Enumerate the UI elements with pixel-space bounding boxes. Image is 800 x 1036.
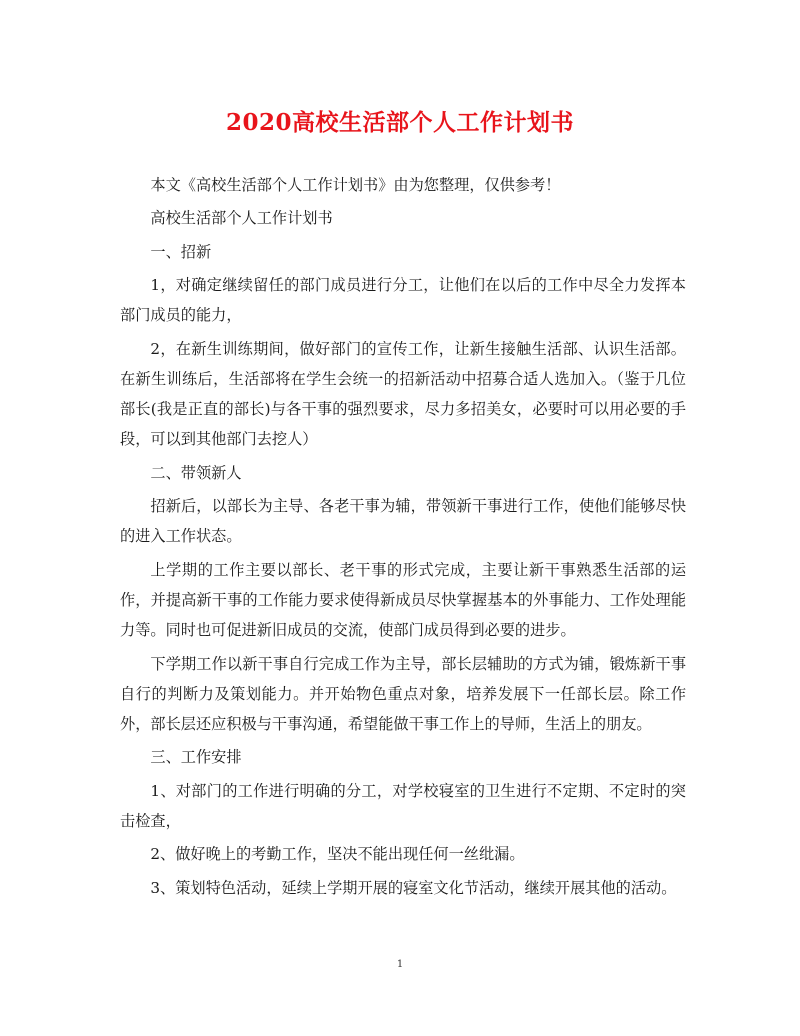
section-heading-lead: 二、带领新人 [150, 463, 242, 482]
paragraph-lead-3: 下学期工作以新干事自行完成工作为主导，部长层辅助的方式为铺，锻炼新干事自行的判断力及策划能力。并开始物色重点对象，培养发展下一任部长层。除工作外，部长层还应积极与干事沟通，希望能做干事工作上的导师，生活上的朋友。 [120, 654, 686, 733]
paragraph-intro: 本文《高校生活部个人工作计划书》由为您整理，仅供参考！ [150, 176, 561, 194]
page-number: 1 [396, 959, 404, 970]
paragraph-subtitle: 高校生活部个人工作计划书 [150, 209, 333, 228]
paragraph-recruit-2: 2，在新生训练期间，做好部门的宣传工作，让新生接触生活部、认识生活部。在新生训练后，生活部将在学生会统一的招新活动中招募合适人选加入。（鉴于几位部长(我是正直的部长)与各干事的强烈要求，尽力多招美女，必要时可以用必要的手段，可以到其他部门去挖人） [120, 339, 686, 449]
document-body [120, 170, 686, 906]
paragraph-arrange-2: 2、做好晚上的考勤工作，坚决不能出现任何一丝纰漏。 [150, 845, 525, 864]
paragraph-recruit-1: 1，对确定继续留任的部门成员进行分工，让他们在以后的工作中尽全力发挥本部门成员的能力， [120, 276, 686, 325]
paragraph-arrange-1: 1、对部门的工作进行明确的分工，对学校寝室的卫生进行不定期、不定时的突击检查， [120, 781, 686, 830]
paragraph-lead-2: 上学期的工作主要以部长、老干事的形式完成，主要让新干事熟悉生活部的运作，并提高新干事的工作能力要求使得新成员尽快掌握基本的外事能力、工作处理能力等。同时也可促进新旧成员的交流，使部门成员得到必要的进步。 [120, 560, 686, 640]
paragraph-arrange-3: 3、策划特色活动，延续上学期开展的寝室文化节活动，继续开展其他的活动。 [150, 878, 677, 897]
section-heading-arrange: 三、工作安排 [150, 748, 242, 767]
section-heading-recruit: 一、招新 [150, 242, 212, 261]
paragraph-lead-1: 招新后，以部长为主导、各老干事为辅，带领新干事进行工作，使他们能够尽快的进入工作状态。 [120, 497, 686, 546]
document-title: 2020高校生活部个人工作计划书 [225, 109, 574, 136]
